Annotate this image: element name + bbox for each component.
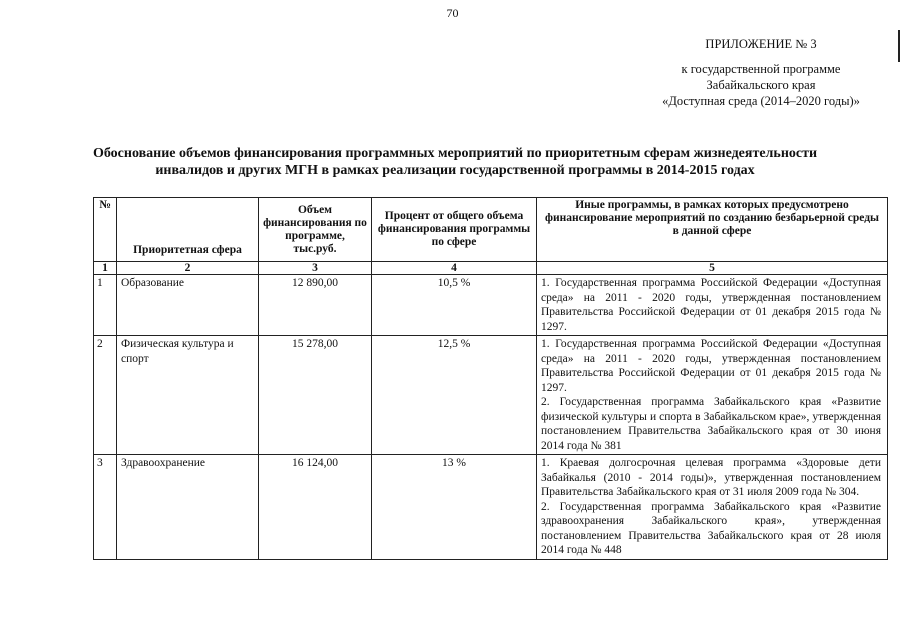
funding-table [93, 197, 888, 560]
row-percent: 13 % [372, 455, 537, 560]
appendix-line-3: «Доступная среда (2014–2020 годы)» [662, 94, 860, 108]
row-percent: 12,5 % [372, 336, 537, 455]
row-number: 1 [94, 275, 117, 336]
row-volume: 15 278,00 [259, 336, 372, 455]
header-row [94, 198, 888, 262]
row-volume: 12 890,00 [259, 275, 372, 336]
document-title-line-2: инвалидов и других МГН в рамках реализации государственной программы в 2014-2015 годах [155, 163, 755, 178]
program-entry: 1. Государственная программа Российской Федерации «Доступная среда» на 2011 - 2020 годы, утвержденная постановлением Правительства Российской Федерации от 01 декабря 2015 года № 1297. [541, 277, 881, 333]
appendix-line-1: к государственной программе [681, 62, 841, 76]
column-number: 1 [94, 262, 117, 275]
program-entry: 2. Государственная программа Забайкальского края «Развитие физической культуры и спорта в Забайкальском крае», утвержденная постановлением Правительства Забайкальского края от 30 июня 2014 года № 381 [541, 396, 881, 452]
column-number-row [94, 262, 888, 275]
appendix-label: ПРИЛОЖЕНИЕ № 3 [705, 37, 817, 51]
row-sphere: Образование [117, 275, 259, 336]
row-number: 3 [94, 455, 117, 560]
table-row [94, 455, 888, 560]
row-sphere: Физическая культура и спорт [117, 336, 259, 455]
table-row [94, 275, 888, 336]
row-volume: 16 124,00 [259, 455, 372, 560]
header-percent: Процент от общего объема финансирования программы по сфере [372, 198, 537, 262]
appendix-block [616, 36, 905, 109]
column-number: 4 [372, 262, 537, 275]
row-programs [537, 275, 888, 336]
column-number: 5 [537, 262, 888, 275]
page-number: 70 [446, 6, 459, 20]
column-number: 2 [117, 262, 259, 275]
program-entry: 2. Государственная программа Забайкальского края «Развитие здравоохранения Забайкальского края», утвержденная постановлением Правительства Забайкальского края от 28 июля 2014 года № 448 [541, 500, 881, 556]
program-entry: 1. Краевая долгосрочная целевая программа «Здоровые дети Забайкалья (2010 - 2014 годы)», утвержденная постановлением Правительства Забайкальского края от 31 июля 2009 года № 304. [541, 457, 881, 498]
row-programs [537, 455, 888, 560]
row-sphere: Здравоохранение [117, 455, 259, 560]
header-no: № [94, 198, 117, 262]
document-title [60, 145, 850, 179]
appendix-line-2: Забайкальского края [706, 78, 816, 92]
header-other-programs: Иные программы, в рамках которых предусмотрено финансирование мероприятий по созданию безбарьерной среды в данной сфере [537, 198, 888, 262]
row-percent: 10,5 % [372, 275, 537, 336]
column-number: 3 [259, 262, 372, 275]
header-volume: Объем финансирования по программе, тыс.руб. [259, 198, 372, 262]
table-row [94, 336, 888, 455]
header-sphere: Приоритетная сфера [117, 198, 259, 262]
program-entry: 1. Государственная программа Российской Федерации «Доступная среда» на 2011 - 2020 годы, утвержденная постановлением Правительства Российской Федерации от 01 декабря 2015 года № 1297. [541, 338, 881, 394]
row-number: 2 [94, 336, 117, 455]
row-programs [537, 336, 888, 455]
document-title-line-1: Обоснование объемов финансирования программных мероприятий по приоритетным сферам жизнедеятельности [92, 146, 818, 161]
